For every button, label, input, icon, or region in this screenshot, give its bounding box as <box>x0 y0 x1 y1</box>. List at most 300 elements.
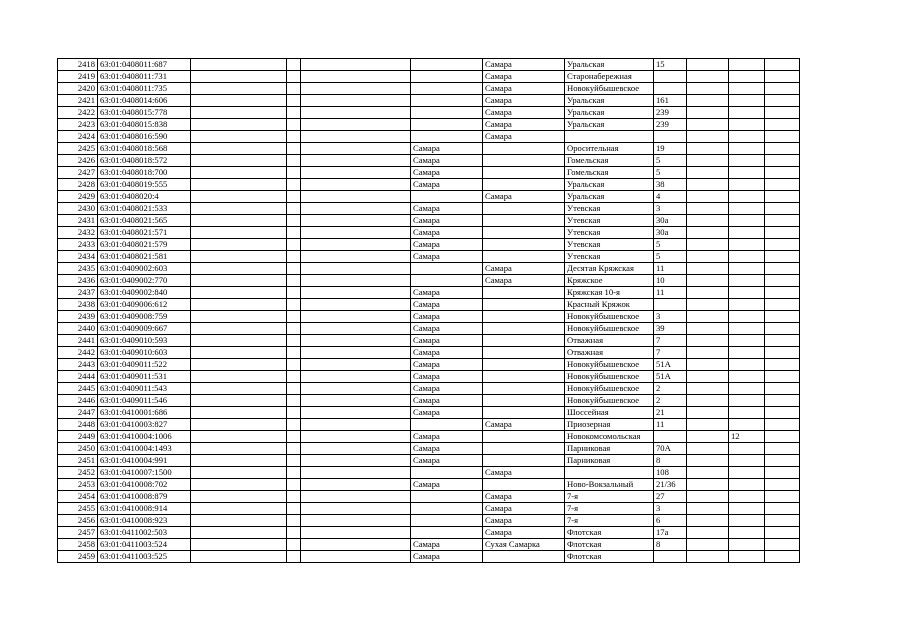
empty-cell <box>287 131 301 143</box>
apartment-cell <box>729 551 765 563</box>
empty-cell <box>191 371 287 383</box>
extra-cell <box>765 83 800 95</box>
house-cell: 3 <box>654 203 687 215</box>
city-cell: Самара <box>411 203 483 215</box>
empty-cell <box>287 275 301 287</box>
empty-cell <box>301 515 411 527</box>
empty-cell <box>191 131 287 143</box>
table-row <box>58 467 800 479</box>
building-cell <box>687 191 729 203</box>
building-cell <box>687 515 729 527</box>
extra-cell <box>765 155 800 167</box>
empty-cell <box>301 299 411 311</box>
locality-cell: Самара <box>483 95 565 107</box>
house-cell: 7 <box>654 347 687 359</box>
empty-cell <box>287 191 301 203</box>
empty-cell <box>191 335 287 347</box>
apartment-cell <box>729 311 765 323</box>
street-cell: Утевская <box>565 203 654 215</box>
street-cell: Новокуйбышевское <box>565 371 654 383</box>
table-row <box>58 491 800 503</box>
street-cell: Гомельская <box>565 167 654 179</box>
locality-cell: Самара <box>483 527 565 539</box>
extra-cell <box>765 131 800 143</box>
city-cell <box>411 95 483 107</box>
house-cell: 51А <box>654 371 687 383</box>
empty-cell <box>191 263 287 275</box>
street-cell: Красный Кряжок <box>565 299 654 311</box>
apartment-cell <box>729 467 765 479</box>
building-cell <box>687 275 729 287</box>
apartment-cell <box>729 263 765 275</box>
street-cell: Ново-Вокзальный <box>565 479 654 491</box>
cadastral-number-cell: 63:01:0408018:572 <box>98 155 191 167</box>
apartment-cell <box>729 119 765 131</box>
table-row <box>58 323 800 335</box>
empty-cell <box>287 287 301 299</box>
row-number-cell: 2445 <box>58 383 98 395</box>
extra-cell <box>765 275 800 287</box>
building-cell <box>687 287 729 299</box>
empty-cell <box>301 275 411 287</box>
empty-cell <box>191 467 287 479</box>
building-cell <box>687 263 729 275</box>
empty-cell <box>191 323 287 335</box>
locality-cell <box>483 311 565 323</box>
city-cell <box>411 275 483 287</box>
empty-cell <box>301 107 411 119</box>
locality-cell: Сухая Самарка <box>483 539 565 551</box>
table-row <box>58 95 800 107</box>
empty-cell <box>287 107 301 119</box>
house-cell <box>654 431 687 443</box>
city-cell: Самара <box>411 335 483 347</box>
building-cell <box>687 179 729 191</box>
locality-cell <box>483 239 565 251</box>
empty-cell <box>287 551 301 563</box>
city-cell: Самара <box>411 455 483 467</box>
locality-cell <box>483 179 565 191</box>
locality-cell: Самара <box>483 263 565 275</box>
apartment-cell <box>729 371 765 383</box>
table-row <box>58 395 800 407</box>
extra-cell <box>765 551 800 563</box>
extra-cell <box>765 407 800 419</box>
empty-cell <box>287 83 301 95</box>
house-cell: 51А <box>654 359 687 371</box>
house-cell: 5 <box>654 251 687 263</box>
empty-cell <box>301 527 411 539</box>
locality-cell <box>483 371 565 383</box>
locality-cell: Самара <box>483 131 565 143</box>
empty-cell <box>301 95 411 107</box>
apartment-cell <box>729 407 765 419</box>
locality-cell <box>483 407 565 419</box>
row-number-cell: 2459 <box>58 551 98 563</box>
locality-cell <box>483 143 565 155</box>
extra-cell <box>765 395 800 407</box>
apartment-cell <box>729 383 765 395</box>
locality-cell: Самара <box>483 191 565 203</box>
empty-cell <box>287 539 301 551</box>
building-cell <box>687 95 729 107</box>
locality-cell <box>483 347 565 359</box>
row-number-cell: 2433 <box>58 239 98 251</box>
row-number-cell: 2454 <box>58 491 98 503</box>
locality-cell: Самара <box>483 491 565 503</box>
extra-cell <box>765 443 800 455</box>
empty-cell <box>191 383 287 395</box>
empty-cell <box>191 299 287 311</box>
building-cell <box>687 371 729 383</box>
row-number-cell: 2431 <box>58 215 98 227</box>
row-number-cell: 2453 <box>58 479 98 491</box>
city-cell <box>411 503 483 515</box>
extra-cell <box>765 59 800 71</box>
empty-cell <box>191 311 287 323</box>
empty-cell <box>287 155 301 167</box>
apartment-cell <box>729 167 765 179</box>
empty-cell <box>301 539 411 551</box>
house-cell: 3 <box>654 311 687 323</box>
extra-cell <box>765 227 800 239</box>
street-cell: Уральская <box>565 119 654 131</box>
row-number-cell: 2429 <box>58 191 98 203</box>
empty-cell <box>301 419 411 431</box>
table-row <box>58 347 800 359</box>
apartment-cell: 12 <box>729 431 765 443</box>
street-cell: Новокуйбышевское <box>565 83 654 95</box>
empty-cell <box>287 323 301 335</box>
city-cell: Самара <box>411 227 483 239</box>
row-number-cell: 2430 <box>58 203 98 215</box>
building-cell <box>687 143 729 155</box>
extra-cell <box>765 239 800 251</box>
cadastral-number-cell: 63:01:0409010:593 <box>98 335 191 347</box>
row-number-cell: 2458 <box>58 539 98 551</box>
building-cell <box>687 431 729 443</box>
row-number-cell: 2435 <box>58 263 98 275</box>
table-row <box>58 335 800 347</box>
empty-cell <box>191 239 287 251</box>
empty-cell <box>301 347 411 359</box>
empty-cell <box>191 479 287 491</box>
building-cell <box>687 443 729 455</box>
empty-cell <box>191 419 287 431</box>
empty-cell <box>191 395 287 407</box>
house-cell: 239 <box>654 107 687 119</box>
building-cell <box>687 491 729 503</box>
street-cell: Утевская <box>565 239 654 251</box>
row-number-cell: 2424 <box>58 131 98 143</box>
table-row <box>58 287 800 299</box>
city-cell <box>411 419 483 431</box>
empty-cell <box>287 515 301 527</box>
empty-cell <box>301 203 411 215</box>
apartment-cell <box>729 83 765 95</box>
table-row <box>58 407 800 419</box>
street-cell <box>565 131 654 143</box>
cadastral-number-cell: 63:01:0408014:606 <box>98 95 191 107</box>
city-cell: Самара <box>411 551 483 563</box>
row-number-cell: 2423 <box>58 119 98 131</box>
empty-cell <box>191 491 287 503</box>
extra-cell <box>765 323 800 335</box>
empty-cell <box>191 155 287 167</box>
empty-cell <box>287 167 301 179</box>
table-row <box>58 299 800 311</box>
building-cell <box>687 419 729 431</box>
table-row <box>58 443 800 455</box>
building-cell <box>687 251 729 263</box>
building-cell <box>687 359 729 371</box>
row-number-cell: 2457 <box>58 527 98 539</box>
empty-cell <box>287 419 301 431</box>
city-cell: Самара <box>411 299 483 311</box>
locality-cell <box>483 251 565 263</box>
table-body <box>58 59 800 563</box>
empty-cell <box>287 503 301 515</box>
city-cell: Самара <box>411 479 483 491</box>
empty-cell <box>191 203 287 215</box>
extra-cell <box>765 167 800 179</box>
cadastral-number-cell: 63:01:0410007:1500 <box>98 467 191 479</box>
street-cell: Уральская <box>565 95 654 107</box>
cadastral-number-cell: 63:01:0408016:590 <box>98 131 191 143</box>
apartment-cell <box>729 107 765 119</box>
table-row <box>58 455 800 467</box>
empty-cell <box>301 443 411 455</box>
apartment-cell <box>729 239 765 251</box>
empty-cell <box>287 347 301 359</box>
cadastral-number-cell: 63:01:0408018:568 <box>98 143 191 155</box>
building-cell <box>687 107 729 119</box>
locality-cell <box>483 335 565 347</box>
apartment-cell <box>729 419 765 431</box>
locality-cell: Самара <box>483 71 565 83</box>
cadastral-number-cell: 63:01:0408019:555 <box>98 179 191 191</box>
table-row <box>58 383 800 395</box>
empty-cell <box>301 179 411 191</box>
house-cell: 6 <box>654 515 687 527</box>
house-cell: 3 <box>654 503 687 515</box>
house-cell: 11 <box>654 287 687 299</box>
city-cell <box>411 83 483 95</box>
extra-cell <box>765 191 800 203</box>
city-cell: Самара <box>411 359 483 371</box>
cadastral-number-cell: 63:01:0409011:546 <box>98 395 191 407</box>
table-row <box>58 179 800 191</box>
city-cell: Самара <box>411 311 483 323</box>
locality-cell <box>483 167 565 179</box>
extra-cell <box>765 311 800 323</box>
city-cell: Самара <box>411 323 483 335</box>
cadastral-number-cell: 63:01:0408021:571 <box>98 227 191 239</box>
cadastral-number-cell: 63:01:0410008:914 <box>98 503 191 515</box>
extra-cell <box>765 203 800 215</box>
empty-cell <box>287 455 301 467</box>
empty-cell <box>287 179 301 191</box>
table-row <box>58 119 800 131</box>
city-cell: Самара <box>411 431 483 443</box>
cadastral-number-cell: 63:01:0408020:4 <box>98 191 191 203</box>
empty-cell <box>191 119 287 131</box>
house-cell: 27 <box>654 491 687 503</box>
empty-cell <box>301 503 411 515</box>
building-cell <box>687 551 729 563</box>
row-number-cell: 2456 <box>58 515 98 527</box>
building-cell <box>687 59 729 71</box>
locality-cell: Самара <box>483 503 565 515</box>
empty-cell <box>287 299 301 311</box>
table-row <box>58 71 800 83</box>
table-row <box>58 227 800 239</box>
table-row <box>58 239 800 251</box>
apartment-cell <box>729 395 765 407</box>
city-cell: Самара <box>411 239 483 251</box>
empty-cell <box>287 443 301 455</box>
building-cell <box>687 455 729 467</box>
empty-cell <box>301 551 411 563</box>
table-row <box>58 143 800 155</box>
empty-cell <box>191 359 287 371</box>
house-cell: 8 <box>654 455 687 467</box>
empty-cell <box>301 59 411 71</box>
empty-cell <box>287 71 301 83</box>
apartment-cell <box>729 179 765 191</box>
apartment-cell <box>729 143 765 155</box>
empty-cell <box>191 227 287 239</box>
row-number-cell: 2418 <box>58 59 98 71</box>
apartment-cell <box>729 203 765 215</box>
table-row <box>58 419 800 431</box>
locality-cell: Самара <box>483 275 565 287</box>
locality-cell <box>483 203 565 215</box>
empty-cell <box>191 407 287 419</box>
empty-cell <box>301 407 411 419</box>
locality-cell <box>483 287 565 299</box>
house-cell: 17а <box>654 527 687 539</box>
street-cell: Десятая Кряжская <box>565 263 654 275</box>
city-cell: Самара <box>411 155 483 167</box>
extra-cell <box>765 527 800 539</box>
street-cell: Уральская <box>565 107 654 119</box>
city-cell <box>411 131 483 143</box>
house-cell: 5 <box>654 239 687 251</box>
house-cell <box>654 71 687 83</box>
empty-cell <box>287 335 301 347</box>
house-cell: 2 <box>654 395 687 407</box>
empty-cell <box>301 143 411 155</box>
building-cell <box>687 323 729 335</box>
house-cell: 30а <box>654 227 687 239</box>
empty-cell <box>287 203 301 215</box>
city-cell <box>411 71 483 83</box>
extra-cell <box>765 347 800 359</box>
empty-cell <box>287 215 301 227</box>
apartment-cell <box>729 299 765 311</box>
row-number-cell: 2432 <box>58 227 98 239</box>
empty-cell <box>301 251 411 263</box>
empty-cell <box>191 527 287 539</box>
table-row <box>58 515 800 527</box>
row-number-cell: 2428 <box>58 179 98 191</box>
cadastral-number-cell: 63:01:0409008:759 <box>98 311 191 323</box>
row-number-cell: 2427 <box>58 167 98 179</box>
apartment-cell <box>729 335 765 347</box>
apartment-cell <box>729 251 765 263</box>
apartment-cell <box>729 131 765 143</box>
cadastral-number-cell: 63:01:0408021:579 <box>98 239 191 251</box>
city-cell: Самара <box>411 443 483 455</box>
apartment-cell <box>729 191 765 203</box>
street-cell: Новокомсомольская <box>565 431 654 443</box>
street-cell: Отважная <box>565 335 654 347</box>
empty-cell <box>301 311 411 323</box>
empty-cell <box>301 287 411 299</box>
cadastral-number-cell: 63:01:0409002:603 <box>98 263 191 275</box>
apartment-cell <box>729 527 765 539</box>
empty-cell <box>301 155 411 167</box>
cadastral-number-cell: 63:01:0408021:581 <box>98 251 191 263</box>
locality-cell: Самара <box>483 59 565 71</box>
locality-cell <box>483 359 565 371</box>
house-cell: 39 <box>654 323 687 335</box>
cadastral-number-cell: 63:01:0410004:991 <box>98 455 191 467</box>
building-cell <box>687 167 729 179</box>
building-cell <box>687 299 729 311</box>
city-cell <box>411 263 483 275</box>
empty-cell <box>191 503 287 515</box>
street-cell: Парниковая <box>565 455 654 467</box>
apartment-cell <box>729 59 765 71</box>
table-row <box>58 275 800 287</box>
extra-cell <box>765 371 800 383</box>
cadastral-number-cell: 63:01:0409011:543 <box>98 383 191 395</box>
city-cell: Самара <box>411 371 483 383</box>
cadastral-number-cell: 63:01:0410004:1006 <box>98 431 191 443</box>
street-cell: Утевская <box>565 227 654 239</box>
empty-cell <box>301 215 411 227</box>
empty-cell <box>191 287 287 299</box>
cadastral-number-cell: 63:01:0409002:840 <box>98 287 191 299</box>
row-number-cell: 2419 <box>58 71 98 83</box>
table-row <box>58 263 800 275</box>
street-cell: Отважная <box>565 347 654 359</box>
cadastral-number-cell: 63:01:0409009:667 <box>98 323 191 335</box>
street-cell: Оросительная <box>565 143 654 155</box>
city-cell <box>411 191 483 203</box>
city-cell: Самара <box>411 383 483 395</box>
apartment-cell <box>729 443 765 455</box>
city-cell <box>411 107 483 119</box>
empty-cell <box>191 179 287 191</box>
building-cell <box>687 203 729 215</box>
empty-cell <box>301 467 411 479</box>
house-cell <box>654 299 687 311</box>
city-cell <box>411 527 483 539</box>
street-cell: Уральская <box>565 179 654 191</box>
house-cell: 5 <box>654 155 687 167</box>
street-cell: Приозерная <box>565 419 654 431</box>
locality-cell: Самара <box>483 119 565 131</box>
cadastral-number-cell: 63:01:0410003:827 <box>98 419 191 431</box>
empty-cell <box>287 227 301 239</box>
empty-cell <box>287 491 301 503</box>
house-cell: 19 <box>654 143 687 155</box>
empty-cell <box>191 71 287 83</box>
apartment-cell <box>729 515 765 527</box>
